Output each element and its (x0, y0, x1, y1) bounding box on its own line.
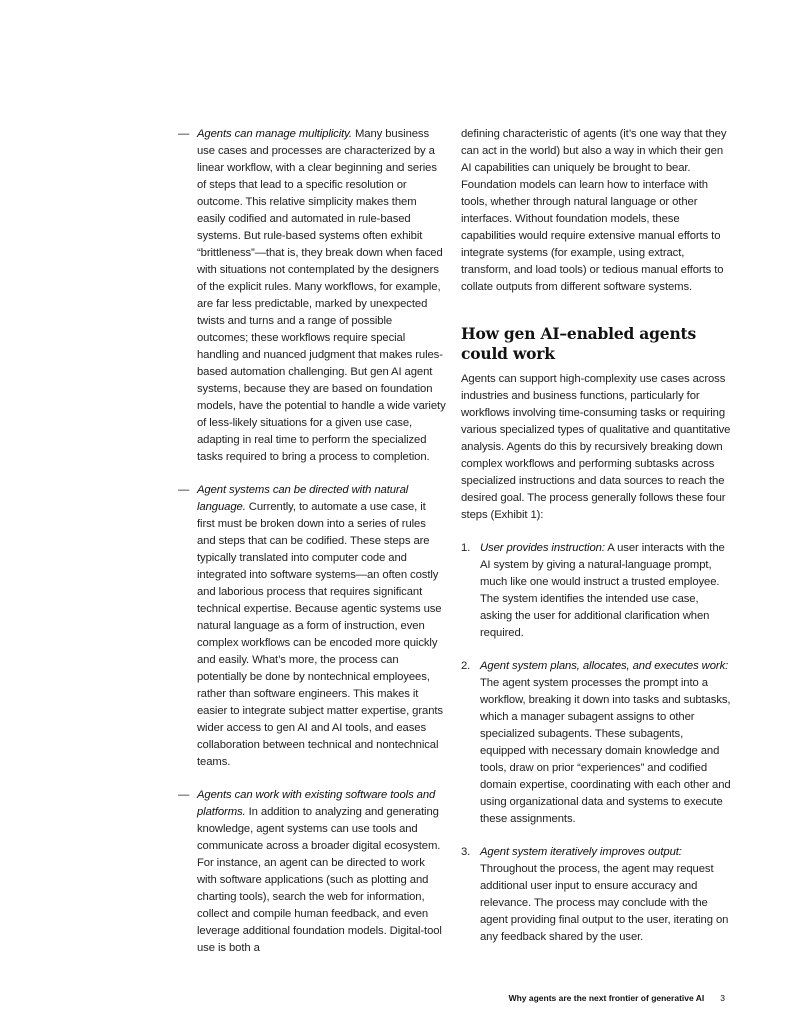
intro-paragraph: Agents can support high-complexity use cases across industries and business functions, particularly for workflows involving time-consuming tasks or requiring various specialized types of qualitative and quantitative analysis. Agents do this by recursively breaking down complex workflows and performing subtasks across specialized instructions and data sources to reach the desired goal. The process generally follows these four steps (Exhibit 1): (461, 373, 731, 521)
bullet-lead: Agent systems can be directed with natural language. (197, 484, 409, 513)
bullet-natural-language (178, 482, 446, 771)
step-3 (461, 844, 731, 946)
bullet-text: In addition to analyzing and generating knowledge, agent systems can use tools and communicate across a broader digital ecosystem. For instance, an agent can be directed to work with software applications (such as plotting and charting tools), search the web for information, collect and compile human feedback, and even leverage additional foundation models. Digital-tool use is both a (197, 806, 442, 954)
page-footer (509, 993, 725, 1003)
step-text: The agent system processes the prompt into a workflow, breaking it down into tasks and subtasks, which a manager subagent assigns to other specialized subagents. These subagents, equipped with necessary domain knowledge and tools, draw on prior “experiences” and codified domain expertise, coordinating with each other and using organizational data and systems to execute these assignments. (480, 677, 731, 825)
step-1 (461, 540, 731, 642)
footer-title: Why agents are the next frontier of generative AI (508, 993, 705, 1003)
continuation-paragraph: defining characteristic of agents (it’s one way that they can act in the world) but also a way in which their gen AI capabilities can uniquely be brought to bear. Foundation models can learn how to interface with tools, whether through natural language or other interfaces. Without foundation models, these capabilities would require extensive manual efforts to integrate systems (for example, using extract, transform, and load tools) or tedious manual efforts to collate outputs from different software systems. (461, 128, 727, 293)
dash-marker: — (178, 484, 190, 496)
step-text: Throughout the process, the agent may request additional user input to ensure accuracy and relevance. The process may conclude with the agent providing final output to the user, iterating on any feedback shared by the user. (480, 863, 729, 943)
bullet-text: Many business use cases and processes are characterized by a linear workflow, with a clear beginning and series of steps that lead to a specific resolution or outcome. This relative simplicity makes them easily codified and automated in rule-based systems. But rule-based systems often exhibit “brittleness”—that is, they break down when faced with situations not contemplated by the designers of the explicit rules. Many workflows, for example, are far less predictable, marked by unexpected twists and turns and a range of possible outcomes; these workflows require special handling and nuanced judgment that makes rules-based automation challenging. But gen AI agent systems, because they are based on foundation models, have the potential to handle a wide variety of less-likely situations for a given use case, adapting in real time to perform the specialized tasks required to bring a process to completion. (197, 128, 446, 463)
step-number: 1. (461, 542, 471, 554)
bullet-text: Currently, to automate a use case, it first must be broken down into a series of rules and steps that can be codified. These steps are typically translated into computer code and integrated into software systems—an often costly and laborious process that requires significant technical expertise. Because agentic systems use natural language as a form of instruction, even complex workflows can be encoded more quickly and easily. What’s more, the process can potentially be done by nontechnical employees, rather than software engineers. This makes it easier to integrate subject matter expertise, grants wider access to gen AI and AI tools, and eases collaboration between technical and nontechnical teams. (197, 501, 443, 768)
step-2 (461, 658, 731, 828)
step-number: 2. (461, 660, 471, 672)
dash-marker: — (178, 128, 190, 140)
bullet-lead: Agents can manage multiplicity. (197, 128, 352, 140)
step-lead: Agent system plans, allocates, and executes work: (480, 660, 729, 672)
step-lead: Agent system iteratively improves output: (480, 846, 682, 858)
step-lead: User provides instruction: (480, 542, 605, 554)
step-text: A user interacts with the AI system by giving a natural-language prompt, much like one would instruct a trusted employee. The system identifies the intended use case, asking the user for additional clarification when required. (480, 542, 725, 639)
section-heading: How gen AI–enabled agents could work (461, 324, 697, 363)
bullet-manage-multiplicity (178, 126, 446, 466)
bullet-lead: Agents can work with existing software tools and platforms. (197, 789, 436, 818)
right-column (461, 126, 731, 946)
bullet-existing-tools (178, 787, 446, 957)
left-column (178, 126, 446, 973)
dash-marker: — (178, 789, 190, 801)
page-number: 3 (720, 993, 725, 1003)
step-number: 3. (461, 846, 471, 858)
